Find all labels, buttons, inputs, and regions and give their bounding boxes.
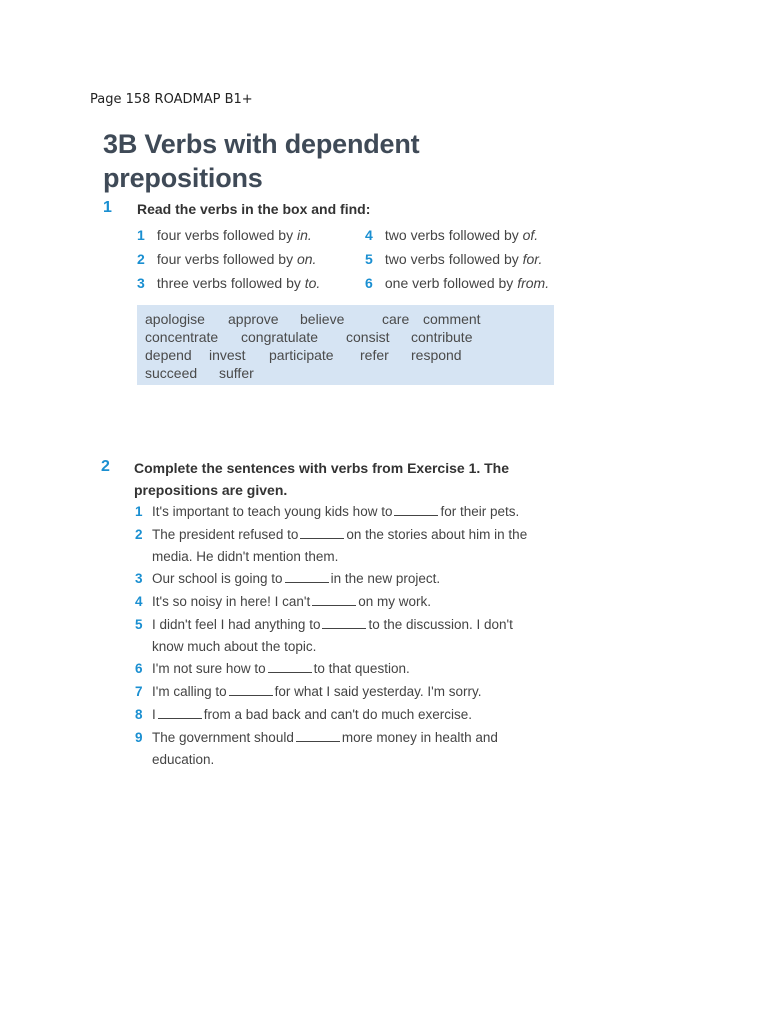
sentence-item	[135, 727, 555, 771]
task-number: 6	[365, 275, 373, 291]
verb-word: refer	[360, 347, 389, 363]
verb-word: congratulate	[241, 329, 319, 345]
verb-word: depend	[145, 347, 192, 363]
sentence-number: 7	[135, 684, 143, 699]
sentence-before: I	[152, 707, 156, 722]
task-preposition: of.	[522, 227, 539, 243]
answer-blank[interactable]	[268, 662, 312, 673]
verb-word: respond	[411, 347, 462, 363]
task-preposition: to.	[304, 275, 321, 291]
sentence-item	[135, 658, 555, 680]
exercise-1-instruction: Read the verbs in the box and find:	[137, 201, 371, 217]
verb-word: consist	[346, 329, 390, 345]
sentence-number: 3	[135, 571, 143, 586]
sentence-after: more money in health and education.	[152, 730, 498, 767]
sentence-item	[135, 501, 555, 523]
verb-word: invest	[209, 347, 246, 363]
task-item	[365, 227, 538, 243]
answer-blank[interactable]	[300, 528, 344, 539]
verb-box	[137, 305, 554, 385]
sentence-number: 8	[135, 707, 143, 722]
verb-word: suffer	[219, 365, 254, 381]
sentence-before: I'm not sure how to	[152, 661, 266, 676]
exercise-2-number: 2	[101, 458, 110, 475]
verb-word: believe	[300, 311, 345, 327]
sentence-item	[135, 681, 555, 703]
answer-blank[interactable]	[394, 505, 438, 516]
sentence-number: 4	[135, 594, 143, 609]
verb-word: approve	[228, 311, 279, 327]
sentence-after: for what I said yesterday. I'm sorry.	[274, 684, 482, 699]
sentence-after: on my work.	[358, 594, 432, 609]
verb-word: care	[382, 311, 410, 327]
task-item	[137, 251, 316, 267]
sentence-before: I didn't feel I had anything to	[152, 617, 321, 632]
task-text: three verbs followed by	[156, 275, 301, 291]
answer-blank[interactable]	[229, 685, 273, 696]
task-text: two verbs followed by	[384, 227, 519, 243]
sentence-after: in the new project.	[330, 571, 441, 586]
task-number: 1	[137, 227, 145, 243]
sentence-before: The president refused to	[152, 527, 299, 542]
sentence-number: 9	[135, 730, 143, 745]
sentence-item	[135, 591, 555, 613]
answer-blank[interactable]	[285, 572, 329, 583]
sentence-before: It's so noisy in here! I can't	[152, 594, 311, 609]
sentence-before: Our school is going to	[152, 571, 283, 586]
verb-word: comment	[423, 311, 481, 327]
section-title: 3B Verbs with dependent prepositions	[103, 129, 420, 193]
exercise-1-number: 1	[103, 199, 112, 216]
task-number: 5	[365, 251, 373, 267]
answer-blank[interactable]	[322, 618, 366, 629]
verb-word: apologise	[145, 311, 205, 327]
task-text: two verbs followed by	[384, 251, 519, 267]
sentence-after: from a bad back and can't do much exercise.	[203, 707, 472, 722]
sentence-item	[135, 704, 555, 726]
task-number: 3	[137, 275, 145, 291]
sentence-before: The government should	[152, 730, 294, 745]
task-item	[137, 275, 320, 291]
verb-word: succeed	[145, 365, 198, 381]
verb-word: contribute	[411, 329, 473, 345]
task-text: four verbs followed by	[156, 227, 294, 243]
task-preposition: for.	[522, 251, 543, 267]
sentence-item	[135, 524, 555, 568]
sentence-after: to that question.	[313, 661, 410, 676]
task-number: 4	[365, 227, 373, 243]
exercise-2-instruction: Complete the sentences with verbs from Exercise 1. The prepositions are given.	[134, 460, 510, 498]
sentence-number: 2	[135, 527, 143, 542]
sentence-number: 5	[135, 617, 143, 632]
verb-word: participate	[269, 347, 334, 363]
task-item	[137, 227, 312, 243]
task-item	[365, 275, 549, 291]
answer-blank[interactable]	[296, 731, 340, 742]
task-preposition: in.	[296, 227, 312, 243]
answer-blank[interactable]	[158, 708, 202, 719]
task-preposition: on.	[296, 251, 317, 267]
task-text: one verb followed by	[384, 275, 514, 291]
sentence-before: I'm calling to	[152, 684, 227, 699]
page-label: Page 158 ROADMAP B1+	[90, 92, 253, 107]
sentence-after: on the stories about him in the media. He didn't mention them.	[152, 527, 528, 564]
answer-blank[interactable]	[312, 595, 356, 606]
task-number: 2	[137, 251, 145, 267]
sentence-after: to the discussion. I don't know much about the topic.	[152, 617, 513, 654]
sentence-item	[135, 614, 555, 658]
sentence-after: for their pets.	[440, 504, 520, 519]
sentence-item	[135, 568, 555, 590]
task-text: four verbs followed by	[156, 251, 294, 267]
sentence-before: It's important to teach young kids how to	[152, 504, 393, 519]
task-preposition: from.	[517, 275, 550, 291]
task-item	[365, 251, 542, 267]
sentence-number: 6	[135, 661, 143, 676]
verb-word: concentrate	[145, 329, 219, 345]
sentence-number: 1	[135, 504, 143, 519]
